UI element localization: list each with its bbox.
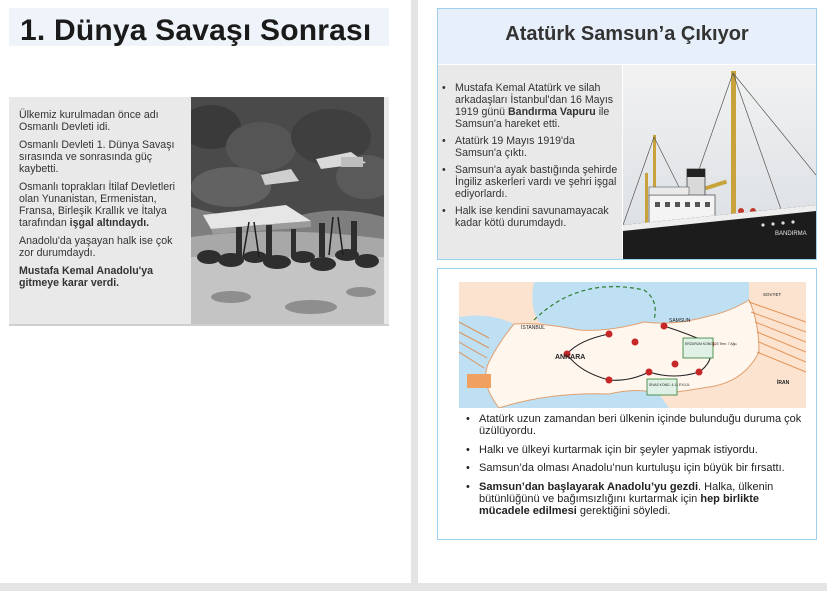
slide-gap-vertical	[411, 0, 418, 591]
content-panel	[438, 65, 622, 260]
map-label-sivas: SİVAS KONG. 4-11 EYLÜL	[649, 383, 690, 387]
map-label-erzurum: ERZURUM KONG. 23 Tem. 7 Ağu.	[685, 342, 738, 346]
bullet-item: • Samsun’dan başlayarak Anadolu’yu gezdi. Halka, ülkenin bütünlüğünü ve bağımsızlığını kurtarmak için hep birlikte mücadele edilmesi gerektiğini söyledi.	[465, 481, 805, 518]
slide-title: Atatürk Samsun’a Çıkıyor	[505, 23, 749, 45]
bullet-item: • Mustafa Kemal Atatürk ve silah arkadaşları İstanbul'dan 16 Mayıs 1919 günü Bandırma Vapuru ile Samsun'a hareket etti.	[441, 82, 619, 130]
slide-title: 1. Dünya Savaşı Sonrası	[20, 14, 372, 47]
ship-name-label: BANDIRMA	[775, 231, 807, 237]
bullet-item: • Samsun'a ayak bastığında şehirde İngiliz askerleri vardı ve şehri işgal ediyorlardı.	[441, 164, 619, 200]
camp-photo	[191, 97, 384, 324]
map-label-istanbul: İSTANBUL	[521, 325, 546, 331]
bullet-list	[465, 413, 805, 524]
ship-photo	[623, 65, 816, 260]
paragraph-list	[19, 109, 187, 295]
bullet-list	[441, 82, 619, 234]
slide-post-ww1[interactable]	[0, 0, 411, 583]
slide-samsun[interactable]	[437, 8, 817, 260]
map-label-iran: İRAN	[777, 380, 790, 386]
route-map	[459, 282, 806, 408]
slide-gap-horizontal	[0, 583, 827, 591]
paragraph: Anadolu'da yaşayan halk ise çok zor durumdaydı.	[19, 235, 173, 259]
bullet-item: • Samsun’da olması Anadolu’nun kurtuluşu için büyük bir fırsattı.	[465, 462, 805, 474]
map-label-samsun: SAMSUN	[669, 318, 691, 324]
bullet-item: • Atatürk 19 Mayıs 1919'da Samsun'a çıktı.	[441, 135, 619, 159]
paragraph: Osmanlı toprakları İtilaf Devletleri olan Yunanistan, Ermenistan, Fransa, Birleşik Krallık ve İtalya tarafından işgal altındaydı.	[19, 181, 176, 229]
map-label-ankara: ANKARA	[555, 354, 586, 361]
paragraph: Mustafa Kemal Anadolu'ya gitmeye karar verdi.	[19, 265, 153, 289]
bullet-item: • Halkı ve ülkeyi kurtarmak için bir şeyler yapmak istiyordu.	[465, 444, 805, 456]
bullet-item: • Atatürk uzun zamandan beri ülkenin içinde bulunduğu duruma çok üzülüyordu.	[465, 413, 805, 438]
content-panel	[9, 97, 389, 326]
paragraph: Ülkemiz kurulmadan önce adı Osmanlı Devleti idi.	[19, 109, 159, 133]
map-label-sovyet: SOVYET	[763, 292, 782, 297]
slide-anatolia-tour[interactable]	[437, 268, 817, 540]
paragraph: Osmanlı Devleti 1. Dünya Savaşı sırasında ve sonrasında güç kaybetti.	[19, 139, 175, 175]
bullet-item: • Halk ise kendini savunamayacak kadar kötü durumdaydı.	[441, 205, 619, 229]
